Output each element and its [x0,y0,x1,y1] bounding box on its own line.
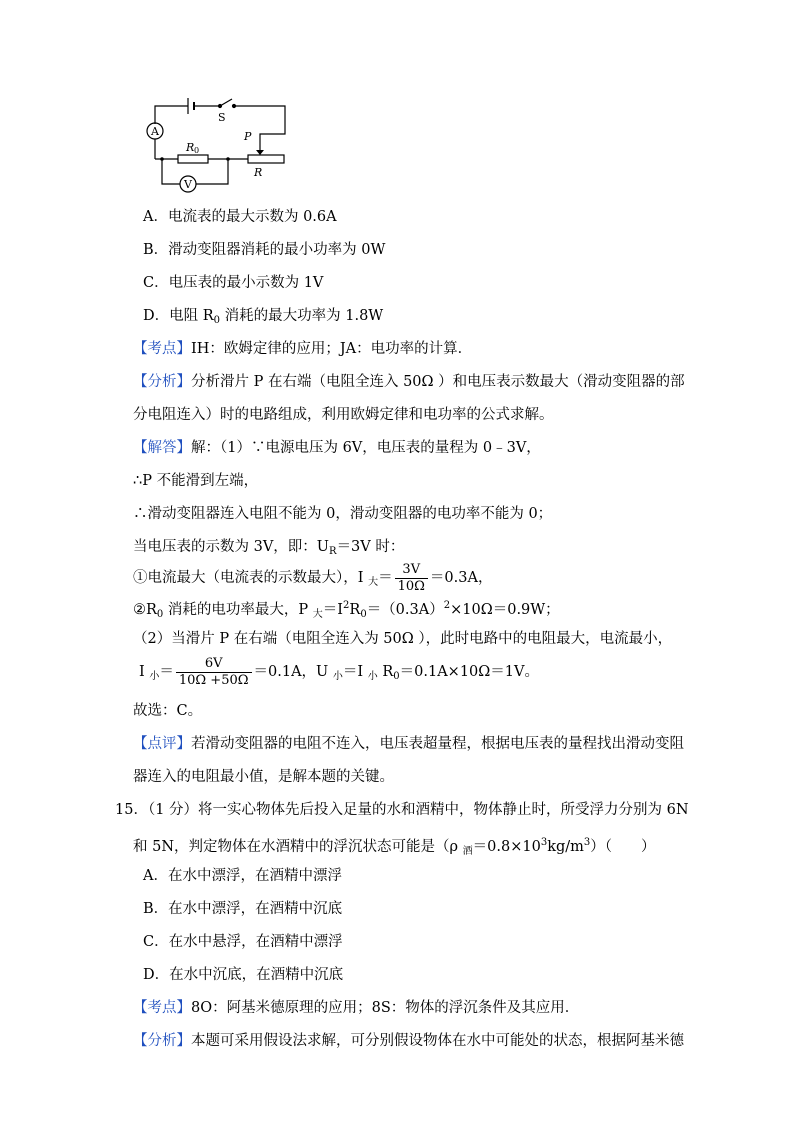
q15-option-b: B．在水中漂浮，在酒精中沉底 [143,901,343,917]
q15-stem-line2: 和 5N，判定物体在水酒精中的浮沉状态可能是（ρ $_酒=0.8\times 10^3kg/m^3$）（ ） [133,837,656,857]
q15-option-c: C．在水中悬浮，在酒精中漂浮 [143,934,343,950]
q14-line-when: 当电压表的示数为 3V，即：$U_R=3V$ 时： [133,539,405,557]
switch-label: S [218,111,226,124]
q14-line-rheostat: ∴滑动变阻器连入电阻不能为 0，滑动变阻器的电功率不能为 0； [133,506,553,522]
q14-option-d: D．电阻 $R_0$ 消耗的最大功率为 1.8W [143,308,384,326]
r0-label: R [186,141,195,154]
kaodian-tag: 【考点】 [133,1000,191,1016]
q14-option-b: B．滑动变阻器消耗的最小功率为 0W [143,242,386,258]
q14-eq1: ①电流最大（电流表的示数最大），I $_大$＝ $\frac{3V}{10\Omega}$ ＝0.3A， [133,561,493,594]
r0-sub-label: 0 [194,146,200,155]
fenxi-tag: 【分析】 [133,1033,191,1049]
slider-label: P [244,130,252,143]
eq1-fraction: $\frac{3V}{10\Omega}$ [395,562,428,595]
q14-dianping-line2: 器连入的电阻最小值，是解本题的关键。 [133,769,394,785]
ammeter-label: A [151,125,159,138]
rheostat-label: R [254,166,263,179]
q14-answer: 故选：C。 [133,703,203,719]
q14-fenxi-line2: 分电阻连入）时的电路组成，利用欧姆定律和电功率的公式求解。 [133,407,554,423]
q15-option-a: A．在水中漂浮，在酒精中漂浮 [143,868,342,884]
dianping-tag: 【点评】 [133,736,191,752]
q15-kaodian: 【考点】8O：阿基米德原理的应用；8S：物体的浮沉条件及其应用． [133,1000,580,1016]
q15-stem-line1: 15．（1 分）将一实心物体先后投入足量的水和酒精中，物体静止时，所受浮力分别为 6N [115,802,689,818]
q14-eq3: I $_小$＝ $\frac{6V}{10\Omega +50\Omega}$ ＝0.1A，U $_小$＝I $_小$ $R_0=0.1A\times 10\Omega=1V$。 [139,655,539,688]
q15-fenxi-line1: 【分析】本题可采用假设法求解，可分别假设物体在水中可能处的状态，根据阿基米德 [133,1033,684,1049]
q14-fenxi-line1: 【分析】分析滑片 P 在右端（电阻全连入 50Ω ）和电压表示数最大（滑动变阻器的部 [133,374,685,390]
q14-dianping-line1: 【点评】若滑动变阻器的电阻不连入，电压表超量程，根据电压表的量程找出滑动变阻 [133,736,684,752]
kaodian-tag: 【考点】 [133,341,191,357]
q14-option-c: C．电压表的最小示数为 1V [143,275,324,291]
eq3-fraction: $\frac{6V}{10\Omega +50\Omega}$ [176,656,252,689]
fenxi-tag: 【分析】 [133,374,191,390]
voltmeter-label: V [184,178,192,191]
q14-kaodian: 【考点】IH：欧姆定律的应用；JA：电功率的计算． [133,341,473,357]
circuit-diagram [140,96,300,196]
q14-jieda-line1: 【解答】解：（1）∵电源电压为 6V，电压表的量程为 0﹣3V， [133,440,541,456]
q14-eq2: $②R_0$ 消耗的电功率最大，P $_大=I^2R_0=(0.3A)^2\times 10\Omega=0.9W$； [133,600,560,620]
q14-option-a: A．电流表的最大示数为 0.6A [143,209,337,225]
jieda-tag: 【解答】 [133,440,191,456]
q15-option-d: D．在水中沉底，在酒精中沉底 [143,967,344,983]
q14-line-p: ∴P 不能滑到左端， [133,473,259,489]
q14-part2: （2）当滑片 P 在右端（电阻全连入为 50Ω ），此时电路中的电阻最大，电流最小， [133,631,673,647]
